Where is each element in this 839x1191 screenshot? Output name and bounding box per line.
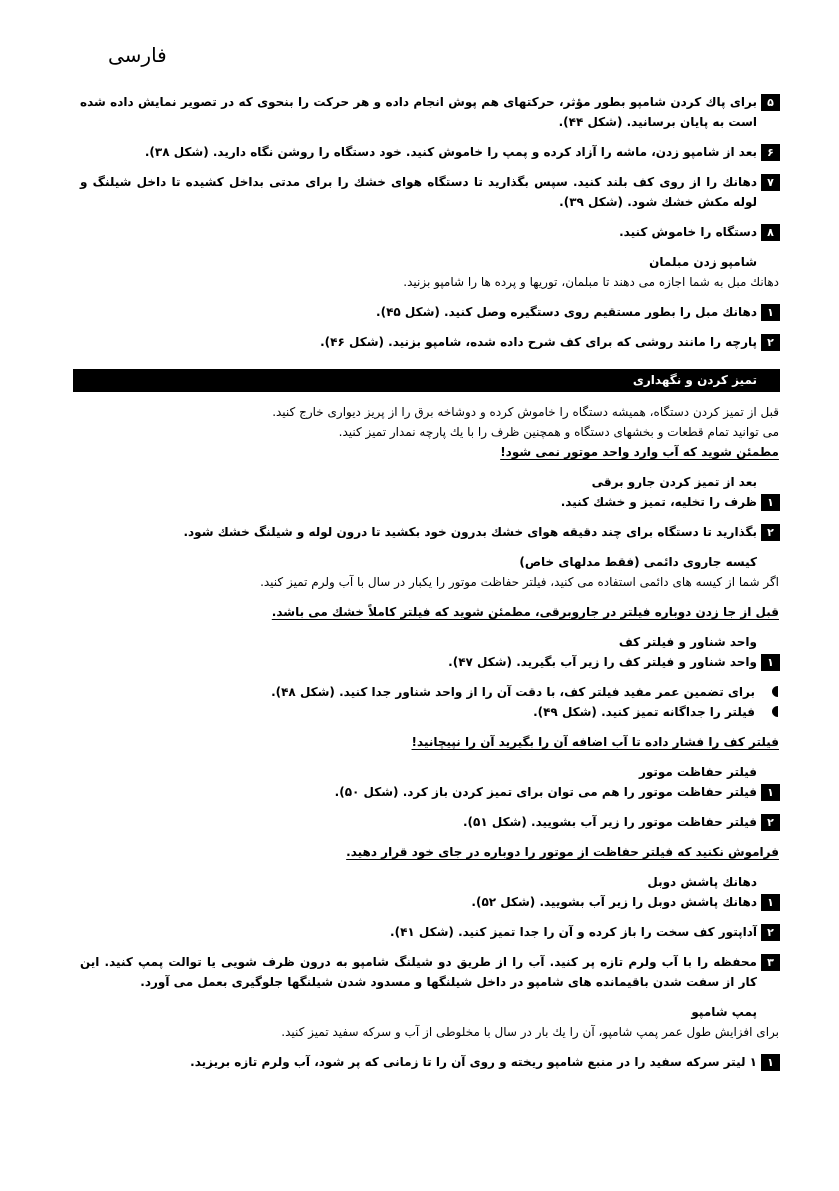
step-number-badge: ۲ bbox=[761, 924, 780, 941]
step-number-badge: ۲ bbox=[761, 814, 780, 831]
section-heading-motor-filter: فيلتر حفاظت موتور bbox=[638, 765, 757, 779]
warning-note-text: فيلتر كف را فشار داده تا آب اضافه آن را بگيريد آن را نپيچانيد! bbox=[411, 735, 779, 749]
section-heading-upholstery: شامپو زدن مبلمان bbox=[649, 255, 757, 269]
section-heading-dual-spray-nozzle: دهانك پاشش دوبل bbox=[647, 875, 757, 889]
warning-note-text: فراموش نكنيد كه فيلتر حفاظت از موتور را دوباره در جای خود قرار دهيد. bbox=[346, 845, 779, 859]
paragraph: اگر شما از كيسه های دائمی استفاده می كنيد، فيلتر حفاظت موتور را يكبار در سال با آب ولرم تميز كنيد. bbox=[260, 575, 779, 589]
step-number-badge: ۲ bbox=[761, 524, 780, 541]
step-text: پارچه را مانند روشی كه برای كف شرح داده شده، شامپو بزنيد. (شكل ۴۶). bbox=[320, 335, 757, 349]
step-item bbox=[80, 302, 780, 322]
warning-note bbox=[75, 842, 779, 862]
step-text: واحد شناور و فيلتر كف را زير آب بگيريد. (شكل ۴۷). bbox=[448, 655, 757, 669]
warning-note bbox=[75, 602, 779, 622]
step-number-badge: ۱ bbox=[761, 304, 780, 321]
section-heading-after-vacuuming: بعد از تميز كردن جارو برقی bbox=[591, 475, 757, 489]
step-item bbox=[80, 922, 780, 942]
step-item bbox=[80, 222, 780, 242]
step-item bbox=[80, 812, 780, 832]
step-item bbox=[80, 652, 780, 672]
step-number-badge: ۱ bbox=[761, 894, 780, 911]
bullet-icon bbox=[772, 706, 778, 717]
section-heading-float-unit: واحد شناور و فيلتر كف bbox=[618, 635, 757, 649]
section-title: تميز كردن و نگهداری bbox=[632, 373, 757, 387]
section-title-bar bbox=[73, 369, 780, 392]
warning-note bbox=[75, 442, 779, 462]
step-number-badge: ۳ bbox=[761, 954, 780, 971]
step-number-badge: ۱ bbox=[761, 654, 780, 671]
step-item bbox=[80, 952, 780, 992]
step-number-badge: ۱ bbox=[761, 784, 780, 801]
step-text: برای پاك كردن شامپو بطور مؤثر، حركتهای هم پوش انجام داده و هر حركت را بنحوی كه در تصوير نمايش داده شده است به پايان برسانيد. (شكل ۴۴). bbox=[80, 95, 757, 129]
step-item bbox=[80, 522, 780, 542]
step-text: ظرف را تخليه، تميز و خشك كنيد. bbox=[560, 495, 757, 509]
warning-note-text: مطمئن شويد كه آب وارد واحد موتور نمی شود! bbox=[500, 445, 779, 459]
paragraph: می توانيد تمام قطعات و بخشهای دستگاه و همچنين ظرف را با يك پارچه نمدار تميز كنيد. bbox=[338, 425, 779, 439]
section-heading-shampoo-pump: پمپ شامپو bbox=[691, 1005, 757, 1019]
step-text: بعد از شامپو زدن، ماشه را آزاد كرده و پمپ را خاموش كنيد. خود دستگاه را روشن نگاه داريد. (شكل ۳۸). bbox=[144, 145, 757, 159]
step-item bbox=[80, 142, 780, 162]
step-item bbox=[80, 92, 780, 132]
step-text: فيلتر حفاظت موتور را هم می توان برای تميز كردن باز كرد. (شكل ۵۰). bbox=[334, 785, 757, 799]
warning-note-text: قبل از جا زدن دوباره فيلتر در جاروبرقی، مطمئن شويد كه فيلتر كاملاً خشك می باشد. bbox=[271, 605, 779, 619]
step-number-badge: ۸ bbox=[761, 224, 780, 241]
step-text: محفظه را با آب ولرم تازه پر كنيد. آب را از طريق دو شيلنگ شامپو به درون ظرف شويی يا توالت پمپ كنيد. اين كار از سفت شدن باقيمانده های شامپو در داخل شيلنگها و مسدود شدن شيلنگها جلوگيری بعمل می آورد. bbox=[80, 955, 757, 989]
step-item bbox=[80, 782, 780, 802]
bullet-item bbox=[80, 702, 780, 722]
bullet-text: فيلتر را جداگانه تميز كنيد. (شكل ۴۹). bbox=[533, 705, 755, 719]
step-text: دهانك مبل را بطور مستقيم روی دستگيره وصل كنيد. (شكل ۴۵). bbox=[376, 305, 757, 319]
step-item bbox=[80, 1052, 780, 1072]
section-heading-permanent-bag: كيسه جاروی دائمی (فقط مدلهای خاص) bbox=[519, 555, 757, 569]
step-item bbox=[80, 172, 780, 212]
step-text: بگذاريد تا دستگاه برای چند دقيقه هوای خشك بدرون خود بكشيد تا درون لوله و شيلنگ خشك شود. bbox=[183, 525, 757, 539]
step-text: ۱ ليتر سركه سفيد را در منبع شامپو ريخته و روی آن را تا زمانی كه پر شود، آب ولرم تازه بريزيد. bbox=[190, 1055, 757, 1069]
step-text: دستگاه را خاموش كنيد. bbox=[619, 225, 757, 239]
step-number-badge: ۱ bbox=[761, 494, 780, 511]
bullet-icon bbox=[772, 686, 778, 697]
step-item bbox=[80, 332, 780, 352]
step-text: آداپتور كف سخت را باز كرده و آن را جدا تميز كنيد. (شكل ۴۱). bbox=[390, 925, 757, 939]
warning-note bbox=[75, 732, 779, 752]
step-number-badge: ۷ bbox=[761, 174, 780, 191]
step-item bbox=[80, 492, 780, 512]
step-number-badge: ۱ bbox=[761, 1054, 780, 1071]
step-text: دهانك را از روی كف بلند كنيد. سپس بگذاريد تا دستگاه هوای خشك را برای مدتی بداخل كشيده تا داخل شيلنگ و لوله مكش خشك شود. (شكل ۳۹). bbox=[80, 175, 757, 209]
paragraph: قبل از تميز كردن دستگاه، هميشه دستگاه را خاموش كرده و دوشاخه برق را از پريز ديواری خارج كنيد. bbox=[272, 405, 779, 419]
step-text: دهانك پاشش دوبل را زير آب بشوييد. (شكل ۵۲). bbox=[471, 895, 757, 909]
bullet-item bbox=[80, 682, 780, 702]
step-text: فيلتر حفاظت موتور را زير آب بشوييد. (شكل ۵۱). bbox=[462, 815, 757, 829]
page-content bbox=[0, 92, 839, 1072]
step-number-badge: ۵ bbox=[761, 94, 780, 111]
step-item bbox=[80, 892, 780, 912]
paragraph: برای افزايش طول عمر پمپ شامپو، آن را يك بار در سال با مخلوطی از آب و سركه سفيد تميز كنيد. bbox=[281, 1025, 779, 1039]
bullet-text: برای تضمين عمر مفيد فيلتر كف، با دقت آن را از واحد شناور جدا كنيد. (شكل ۴۸). bbox=[271, 685, 755, 699]
language-label: فارسی bbox=[108, 43, 167, 67]
step-number-badge: ۲ bbox=[761, 334, 780, 351]
paragraph: دهانك مبل به شما اجازه می دهند تا مبلمان، توريها و پرده ها را شامپو بزنيد. bbox=[403, 275, 779, 289]
step-number-badge: ۶ bbox=[761, 144, 780, 161]
